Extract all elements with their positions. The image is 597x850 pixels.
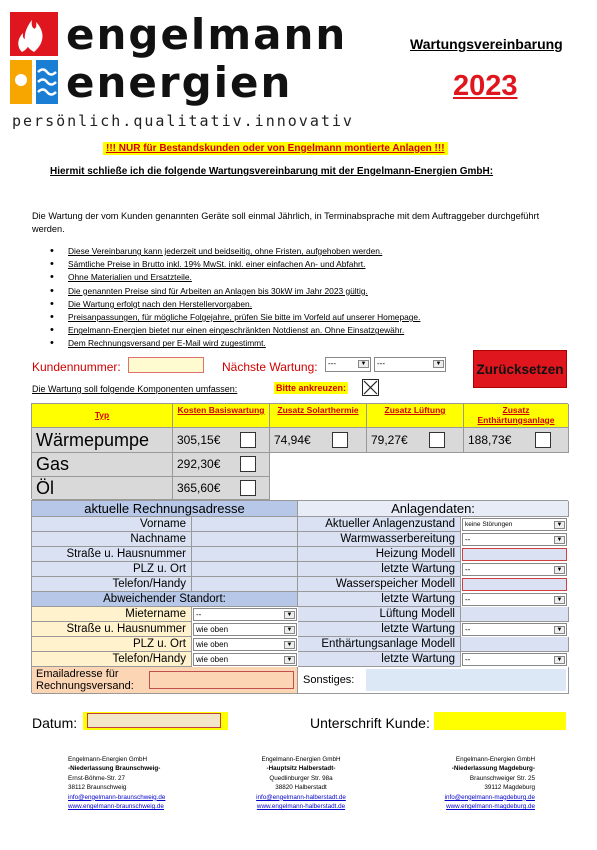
label-telefon: Telefon/Handy	[32, 577, 192, 592]
label-letzte2: letzte Wartung	[298, 592, 461, 607]
anlage-heading: Anlagendaten:	[298, 501, 569, 517]
label-letzte3: letzte Wartung	[298, 622, 461, 637]
vorname-input[interactable]	[192, 517, 298, 532]
logo-line-2: energien	[66, 58, 293, 107]
label-lueftung: Lüftung Modell	[298, 607, 461, 622]
checkbox-solar[interactable]	[332, 432, 348, 448]
select-value: wie oben	[196, 640, 229, 649]
wartung-year-select[interactable]	[374, 357, 446, 372]
chevron-down-icon: ▼	[284, 656, 295, 664]
footer-branch: -Niederlassung Braunschweig-	[68, 765, 161, 773]
terms-list	[50, 245, 420, 351]
naechste-wartung-label: Nächste Wartung:	[222, 360, 318, 374]
zustand-select[interactable]	[462, 518, 567, 531]
chevron-down-icon: ▼	[554, 656, 565, 664]
price-lueftung: 79,27€	[367, 428, 464, 453]
chevron-down-icon: ▼	[554, 566, 565, 574]
footer-street: Ernst-Böhme-Str. 27	[68, 774, 126, 782]
plz2-select[interactable]	[193, 638, 297, 651]
sonstiges-row	[298, 667, 569, 694]
header-typ: Typ	[32, 404, 173, 428]
select-value: --	[465, 595, 471, 604]
label-heizung: Heizung Modell	[298, 547, 461, 562]
nachname-input[interactable]	[192, 532, 298, 547]
chevron-down-icon: ▼	[433, 360, 444, 368]
footer-email-link[interactable]: info@engelmann-magdeburg.de	[444, 793, 535, 801]
list-item: • Sämtliche Preise in Brutto inkl. 19% MwSt. inkl. einer einfachen An- und Abfahrt.	[50, 258, 420, 271]
kundennummer-label: Kundennummer:	[32, 360, 121, 374]
footer-company: Engelmann-Energien GmbH	[455, 756, 535, 763]
select-value: ---	[377, 359, 385, 368]
price-oel: 365,60€	[173, 477, 270, 500]
wartung-month-select[interactable]	[325, 357, 371, 372]
price-enthaertung: 188,73€	[464, 428, 569, 453]
label-telefon2: Telefon/Handy	[32, 652, 192, 667]
price-waermepumpe: 305,15€	[173, 428, 270, 453]
footer-web-link[interactable]: www.engelmann-braunschweig.de	[68, 803, 164, 811]
price-table	[31, 403, 568, 499]
footer-email-link[interactable]: info@engelmann-braunschweig.de	[68, 793, 166, 801]
kundennummer-input[interactable]	[128, 357, 204, 373]
strasse-input[interactable]	[192, 547, 298, 562]
chevron-down-icon: ▼	[358, 360, 369, 368]
footer-email-link[interactable]: info@engelmann-halberstadt.de	[256, 793, 346, 801]
letzte3-select[interactable]	[462, 623, 567, 636]
header-lueftung: Zusatz Lüftung	[367, 404, 464, 428]
footer-web-link[interactable]: www.engelmann-halberstadt.de	[256, 803, 346, 811]
tagline: persönlich.qualitativ.innovativ	[12, 112, 354, 130]
cross-icon	[363, 380, 378, 395]
reset-button[interactable]: Zurücksetzen	[473, 350, 567, 388]
chevron-down-icon: ▼	[284, 626, 295, 634]
list-item: • Ohne Materialien und Ersatzteile.	[50, 271, 420, 284]
letzte2-select[interactable]	[462, 593, 567, 606]
components-label: Die Wartung soll folgende Komponenten umfassen:	[32, 384, 238, 394]
description-text: Die Wartung der vom Kunden genannten Geräte soll einmal Jährlich, in Terminabsprache mit dem Auftraggeber durchgeführt werden.	[32, 211, 540, 234]
label-strasse2: Straße u. Hausnummer	[32, 622, 192, 637]
footer-braunschweig	[68, 755, 165, 811]
select-value: --	[465, 625, 471, 634]
footer-branch: -Hauptsitz Halberstadt-	[266, 765, 336, 773]
mietername-select[interactable]	[193, 608, 297, 621]
select-value: --	[465, 535, 471, 544]
label-speicher: Wasserspeicher Modell	[298, 577, 461, 592]
chevron-down-icon: ▼	[554, 596, 565, 604]
select-value: --	[196, 610, 202, 619]
label-mietername: Mietername	[32, 607, 192, 622]
row-name-oel: Öl	[32, 477, 173, 500]
unterschrift-field[interactable]	[434, 712, 566, 730]
header-kosten: Kosten Basiswartung	[173, 404, 270, 428]
price-solar: 74,94€	[270, 428, 367, 453]
letzte4-select[interactable]	[462, 653, 567, 666]
label-letzte1: letzte Wartung	[298, 562, 461, 577]
footer-city: 38112 Braunschweig	[68, 784, 127, 792]
checkbox-waermepumpe[interactable]	[240, 432, 256, 448]
intro-text: Hiermit schließe ich die folgende Wartungsvereinbarung mit der Engelmann-Energien GmbH:	[50, 166, 494, 177]
telefon-input[interactable]	[192, 577, 298, 592]
year-label: 2023	[453, 70, 518, 102]
email-input[interactable]	[149, 671, 294, 689]
footer-branch: -Niederlassung Magdeburg-	[451, 765, 535, 773]
email-row	[32, 667, 298, 694]
footer-city: 38820 Halberstadt	[275, 784, 327, 792]
enthaertung-input[interactable]	[461, 637, 569, 652]
list-item: • Preisanpassungen, für mögliche Folgejahre, prüfen Sie bitte im Vorfeld auf unserer Homepage.	[50, 311, 420, 324]
header-solar: Zusatz Solarthermie	[270, 404, 367, 428]
chevron-down-icon: ▼	[284, 641, 295, 649]
label-strasse: Straße u. Hausnummer	[32, 547, 192, 562]
row-name-waermepumpe: Wärmepumpe	[32, 428, 173, 453]
logo-line-1: engelmann	[66, 10, 348, 59]
footer-company: Engelmann-Energien GmbH	[68, 756, 148, 763]
warmwasser-select[interactable]	[462, 533, 567, 546]
header-enthaertung: Zusatz Enthärtungsanlage	[464, 404, 569, 428]
select-value: wie oben	[196, 655, 229, 664]
chevron-down-icon: ▼	[284, 611, 295, 619]
checkbox-enthaertung[interactable]	[535, 432, 551, 448]
standort-heading: Abweichender Standort:	[32, 592, 298, 607]
list-item: • Dem Rechnungsversand per E-Mail wird zugestimmt.	[50, 337, 420, 350]
chevron-down-icon: ▼	[554, 536, 565, 544]
select-value: --	[465, 655, 471, 664]
notice-banner: !!! NUR für Bestandskunden oder von Engelmann montierte Anlagen !!!	[103, 142, 448, 155]
select-value: wie oben	[196, 625, 229, 634]
company-logo	[8, 8, 393, 133]
telefon2-select[interactable]	[193, 653, 297, 666]
list-item: • Die Wartung erfolgt nach den Herstellervorgaben.	[50, 298, 420, 311]
ankreuzen-label: Bitte ankreuzen:	[276, 383, 347, 393]
heizung-input[interactable]	[462, 548, 567, 561]
chevron-down-icon: ▼	[554, 626, 565, 634]
footer-street: Quedlinburger Str. 98a	[269, 774, 333, 782]
flame-sun-icon	[8, 8, 64, 108]
sonstiges-label: Sonstiges:	[303, 674, 355, 686]
unterschrift-label: Unterschrift Kunde:	[310, 715, 430, 731]
select-value: --	[465, 565, 471, 574]
letzte1-select[interactable]	[462, 563, 567, 576]
lueftung-input[interactable]	[461, 607, 569, 622]
footer-city: 39112 Magdeburg	[484, 784, 535, 792]
sample-checkbox	[362, 379, 379, 396]
speicher-input[interactable]	[462, 578, 567, 591]
datum-input[interactable]	[87, 713, 221, 728]
price-gas: 292,30€	[173, 453, 270, 477]
label-plz: PLZ u. Ort	[32, 562, 192, 577]
list-item: • Die genannten Preise sind für Arbeiten an Anlagen bis 30kW im Jahr 2023 gültig.	[50, 285, 420, 298]
row-name-gas: Gas	[32, 453, 173, 477]
label-warmwasser: Warmwasserbereitung	[298, 532, 461, 547]
footer-halberstadt	[246, 755, 356, 811]
checkbox-lueftung[interactable]	[429, 432, 445, 448]
address-table	[31, 500, 568, 693]
document-title: Wartungsvereinbarung	[410, 36, 563, 52]
label-vorname: Vorname	[32, 517, 192, 532]
checkbox-gas[interactable]	[240, 456, 256, 472]
footer-company: Engelmann-Energien GmbH	[261, 756, 341, 763]
select-value: keine Störungen	[465, 521, 513, 528]
list-item: • Diese Vereinbarung kann jederzeit und beidseitig, ohne Fristen, aufgehoben werden.	[50, 245, 420, 258]
footer-magdeburg	[425, 755, 535, 811]
plz-input[interactable]	[192, 562, 298, 577]
checkbox-oel[interactable]	[240, 480, 256, 496]
address-heading: aktuelle Rechnungsadresse	[32, 501, 298, 517]
label-enthaertung: Enthärtungsanlage Modell	[298, 637, 461, 652]
strasse2-select[interactable]	[193, 623, 297, 636]
label-letzte4: letzte Wartung	[298, 652, 461, 667]
email-label: Emailadresse für Rechnungsversand:	[36, 668, 134, 692]
list-item: • Engelmann-Energien bietet nur einen eingeschränkten Notdienst an. Ohne Einsatzgewähr.	[50, 324, 420, 337]
label-zustand: Aktueller Anlagenzustand	[298, 517, 461, 532]
label-nachname: Nachname	[32, 532, 192, 547]
footer-web-link[interactable]: www.engelmann-magdeburg.de	[446, 803, 535, 811]
sonstiges-input[interactable]	[366, 669, 566, 691]
datum-label: Datum:	[32, 715, 78, 731]
footer-street: Braunschweiger Str. 25	[469, 774, 535, 782]
label-plz2: PLZ u. Ort	[32, 637, 192, 652]
select-value: ---	[328, 359, 336, 368]
datum-field	[83, 712, 228, 730]
chevron-down-icon: ▼	[554, 521, 565, 529]
